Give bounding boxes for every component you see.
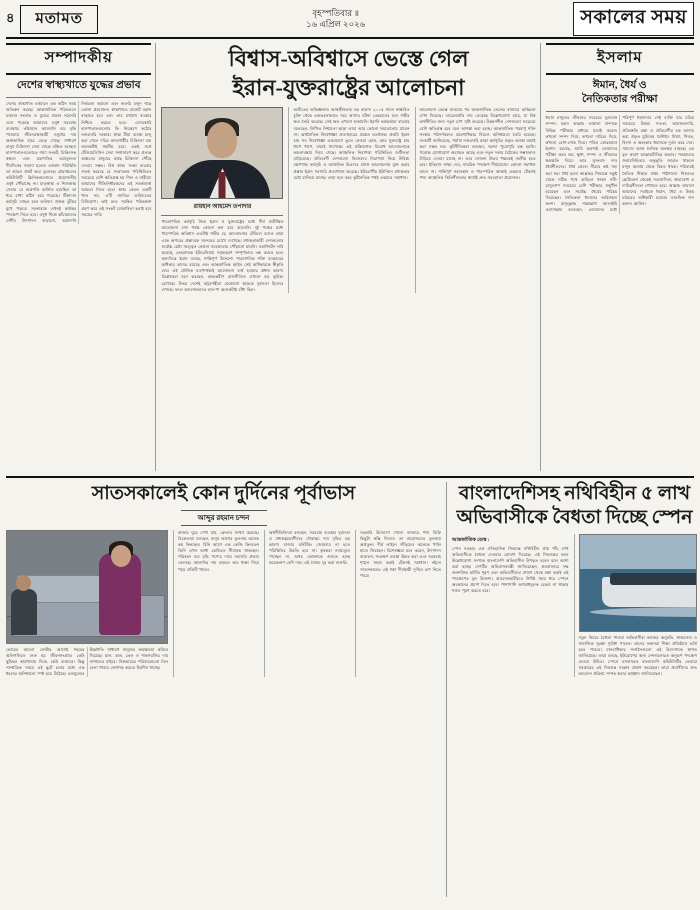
author-photo-image <box>162 108 282 198</box>
photo-woman-head <box>111 545 131 567</box>
photo-face <box>207 122 237 158</box>
divider <box>546 111 694 112</box>
editorial-headline: দেশের স্বাস্থ্যখাতে যুদ্ধের প্রভাব <box>16 80 141 91</box>
bottom-left-body-1: ভোরের আলো ফোটার আগেই শহরের অলিগলিতে শুরু হয় জীবনসংগ্রাম। কেউ ছুটছেন কারখানার দিকে, কেউ বাজারে। কিন্তু সাম্প্রতিক সময়ে এই ছুটে চলার মধ্যে এক ধরনের অনিশ্চয়তা স্পষ্ট হয়ে উঠেছে। দ্রব্যমূল্যের ঊর্ধ্বগতি সাধারণ মানুষের ক্রয়ক্ষমতা কমিয়ে দিয়েছে। চাল, ডাল, তেল ও শাকসবজির দাম নাগালের বাইরে। নিম্নআয়ের পরিবারগুলো তিন বেলা খাবার জোগাড় করতে হিমশিম খাচ্ছে। <box>6 646 168 677</box>
editorial-section-title: সম্পাদকীয় <box>6 43 151 75</box>
author-caption: রায়হান আহমেদ তপাদার <box>193 204 252 211</box>
main-body-col-2: অতীতের অভিজ্ঞতাও আস্থাহীনতার বড় কারণ। ২০১৫ সালে স্বাক্ষরিত চুক্তি থেকে একতরফাভাবে সরে আসার ঘটনা তেহরানের মনে গভীর ক্ষত তৈরি করেছে। সেই ক্ষত এখনো শুকায়নি। ইরানি কর্মকর্তারা বারবার বলেছেন, লিখিত নিশ্চয়তা ছাড়া তারা আর কোনো সমঝোতায় যাবেন না। অর্থনৈতিক নিষেধাজ্ঞা প্রত্যাহারের প্রশ্নেও মতানৈক্য প্রকট। ইরান চায় সব নিষেধাজ্ঞা একযোগে তুলে নেওয়া হোক, আর যুক্তরাষ্ট্র চায় ধাপে ধাপে, যাচাই সাপেক্ষে। এই প্রক্রিয়াগত বিরোধ আলোচনাকে অচলাবস্থায় নিয়ে গেছে। আঞ্চলিক নিরাপত্তা পরিস্থিতিও জটিলতা বাড়িয়েছে। প্রতিবেশী দেশগুলো নিজেদের নিরাপত্তা নিয়ে উদ্বিগ্ন। ক্ষেপণাস্ত্র কর্মসূচি ও আঞ্চলিক মিত্রদের প্রসঙ্গ আলোচনায় যুক্ত করার প্রস্তাব ইরান সরাসরি প্রত্যাখ্যান করেছে। ইউরোপীয় ইউনিয়ন মধ্যস্থতার চেষ্টা চালিয়ে যাচ্ছে। তারা মনে করে কূটনৈতিক পথই একমাত্র সমাধান। <box>293 107 410 180</box>
editorial-body: দেশের স্বাস্থ্যখাত বর্তমানে এক কঠিন সময় অতিক্রম করছে। আন্তর্জাতিক পরিমণ্ডলে চলমান সংঘাত ও যুদ্ধের প্রভাব সরাসরি এসে পড়েছে আমাদের ওষুধ সরবরাহ ব্যবস্থায়। কাঁচামাল আমদানি ব্যয় বৃদ্ধি পাওয়ায় জীবনরক্ষাকারী ওষুধের দাম অস্বাভাবিক হারে বেড়ে গেছে। সাধারণ মানুষ চিকিৎসা সেবা থেকে বঞ্চিত হচ্ছেন। হাসপাতালগুলোতে শয্যা সংকট, চিকিৎসক স্বল্পতা এবং যন্ত্রপাতির অপ্রতুলতা দীর্ঘদিনের সমস্যা হলেও বর্তমান পরিস্থিতি তা আরও প্রকট করে তুলেছে। গ্রামাঞ্চলের কমিউনিটি ক্লিনিকগুলোতে প্রয়োজনীয় ওষুধ পৌঁছাচ্ছে না। মাতৃস্বাস্থ্য ও শিশুস্বাস্থ্য সেবায় যে অগ্রগতি অর্জিত হয়েছিল তা ধরে রাখা কঠিন হয়ে পড়েছে। টিকাদান কর্মসূচি ব্যাহত হলে ভবিষ্যৎ প্রজন্ম ঝুঁকির মুখে পড়বে। সরকারকে এখনই কার্যকর পদক্ষেপ নিতে হবে। ওষুধ শিল্পে কাঁচামালের দেশীয় উৎপাদন বাড়ানো, আমদানি নির্ভরতা কমানো এবং জরুরি মজুদ গড়ে তোলা প্রয়োজন। স্বাস্থ্যখাতে বাজেট বরাদ্দ বাড়াতে হবে এবং তার যথাযথ ব্যবহার নিশ্চিত করতে হবে। বেসরকারি হাসপাতালগুলোর ফি নিয়ন্ত্রণে কঠোর নজরদারি দরকার। স্বাস্থ্য বীমা ব্যবস্থা চালু করা গেলে দরিদ্র জনগোষ্ঠীর চিকিৎসা ব্যয় অনেকটাই সহনীয় হবে। একই সঙ্গে টেলিমেডিসিন সেবা সম্প্রসারণ করে প্রত্যন্ত অঞ্চলের মানুষের কাছে চিকিৎসা পৌঁছে দেওয়া সম্ভব। বিশ্ব স্বাস্থ্য সংস্থা বারবার সতর্ক করেছে যে সংঘাতময় পরিস্থিতিতে সবচেয়ে বেশি ক্ষতিগ্রস্ত হয় শিশু ও নারীরা। আমাদের নীতিনির্ধারকদের এই সতর্কবার্তা আমলে নিতে হবে। স্বাস্থ্য কেবল একটি খাত নয়, এটি জাতির ভবিষ্যতের বিনিয়োগ। তাই দ্রুত সমন্বিত পরিকল্পনা গ্রহণ করে এই সংকট মোকাবিলা করাই হবে সময়ের দাবি। <box>6 101 152 223</box>
photo-tie <box>219 172 226 198</box>
date-line-2: ১৬ এপ্রিল ২০২৬ <box>306 19 366 29</box>
photo-man-head <box>16 575 31 591</box>
main-article-column <box>161 43 540 471</box>
bottom-left-col-4 <box>355 530 441 678</box>
bottom-section <box>6 476 697 897</box>
main-body-col-3: আলোচনা ভেস্তে যাওয়ার পর আন্তর্জাতিক তেলের বাজারে অস্থিরতা দেখা দিয়েছে। ব্যারেলপ্রতি দাম বেড়েছে উল্লেখযোগ্য হারে, যা বিশ্ব অর্থনীতির জন্য নতুন চাপ সৃষ্টি করেছে। উন্নয়নশীল দেশগুলো সবচেয়ে বেশি ক্ষতিগ্রস্ত হবে বলে আশঙ্কা করা হচ্ছে। আন্তর্জাতিক পরমাণু শক্তি সংস্থার পরিদর্শকদের প্রবেশাধিকার নিয়েও অনিশ্চয়তা তৈরি হয়েছে। সংস্থাটি জানিয়েছে, পর্যাপ্ত নজরদারি ছাড়া কর্মসূচির প্রকৃত অবস্থা যাচাই করা সম্ভব নয়। কূটনীতিকরা বলছেন, দরজা পুরোপুরি বন্ধ হয়নি। পরোক্ষ যোগাযোগ অব্যাহত আছে এবং নতুন দফার বৈঠকের সম্ভাবনাও উড়িয়ে দেওয়া যাচ্ছে না। তবে সেজন্য উভয় পক্ষকেই নমনীয় হতে হবে। ইতিহাস সাক্ষ্য দেয়, সামরিক পদক্ষেপ দীর্ঘমেয়াদে কোনো সমাধান আনে না। শান্তিপূর্ণ সহাবস্থান ও পারস্পরিক আস্থাই একমাত্র টেকসই পথ। আঞ্চলিক স্থিতিশীলতার স্বার্থেই দ্রুত সমঝোতা প্রয়োজন। <box>419 107 536 180</box>
bottom-left-body-4: সরকারি উদ্যোগে খোলা বাজারে পণ্য বিক্রি কিছুটা স্বস্তি দিলেও তা প্রয়োজনের তুলনায় অপ্রতুল। দীর্ঘ লাইনে দাঁড়িয়েও অনেকে খালি হাতে ফিরছেন। বিশেষজ্ঞরা মনে করেন, উৎপাদন বাড়ানো, সংরক্ষণ ব্যবস্থা উন্নত করা এবং সরবরাহ শৃঙ্খল সহজ করাই টেকসই সমাধান। নইলে সাতসকালের এই শঙ্কা দীর্ঘস্থায়ী দুর্দিনে রূপ নিতে পারে। <box>360 529 441 578</box>
bottom-right-columns <box>452 534 697 678</box>
date-line-1: বৃহস্পতিবার ॥ <box>312 7 359 18</box>
bottom-right-headline: বাংলাদেশিসহ নথিবিহীন ৫ লাখ অভিবাসীকে বৈধতা দিচ্ছে স্পেন <box>456 483 693 528</box>
main-headline <box>161 45 535 102</box>
main-body-col-1: পারমাণবিক কর্মসূচি নিয়ে ইরান ও যুক্তরাষ্ট্রের মধ্যে দীর্ঘ প্রতীক্ষিত আলোচনা শেষ পর্যন্ত কোনো ফল বয়ে আনেনি। দুই পক্ষের মধ্যে পারস্পরিক অবিশ্বাস এতটাই গভীর যে, আলোচনার টেবিলে বসেও তারা একে অপরের প্রস্তাবকে সন্দেহের চোখে দেখেছে। মধ্যস্থতাকারী দেশগুলোর সর্বোচ্চ চেষ্টা সত্ত্বেও কোনো সমঝোতায় পৌঁছানো যায়নি। ওয়াশিংটন দাবি করেছে, তেহরানকে ইউরেনিয়াম সমৃদ্ধকরণ সম্পূর্ণভাবে বন্ধ করতে হবে। অন্যদিকে ইরান বলছে, শান্তিপূর্ণ উদ্দেশ্যে পারমাণবিক শক্তি ব্যবহারের অধিকার তাদের রয়েছে এবং আন্তর্জাতিক আইন সেই অধিকারকে স্বীকৃতি দেয়। এই মৌলিক মতপার্থক্যই আলোচনা ব্যর্থ হওয়ার প্রধান কারণ। বিশ্লেষকরা মনে করছেন, অভ্যন্তরীণ রাজনীতিও এখানে বড় ভূমিকা রেখেছে। উভয় দেশেই কট্টরপন্থীরা যেকোনো ছাড়কে দুর্বলতা হিসেবে দেখছে। ফলে আলোচকদের হাত-পা অনেকটাই বাঁধা ছিল। <box>161 219 284 292</box>
main-headline-line-2: ইরান-যুক্তরাষ্ট্রের আলোচনা <box>232 74 465 100</box>
top-section <box>6 43 694 471</box>
publication-date <box>306 8 365 31</box>
bottom-left-col-1 <box>6 530 168 678</box>
bottom-left-body-3: অর্থনীতিবিদরা বলছেন, সরবরাহ ব্যবস্থার দুর্বলতা ও মধ্যস্বত্বভোগীদের দৌরাত্ম্য দাম বৃদ্ধির বড় কারণ। বাজার মনিটরিং জোরদার না হলে পরিস্থিতির উন্নতি হবে না। কৃষকরা ন্যায্যমূল্য পাচ্ছেন না, অথচ ভোক্তাকে গুনতে হচ্ছে কয়েকগুণ বেশি দাম। এই বৈষম্য দূর করা জরুরি। <box>269 529 350 566</box>
bottom-left-body-2: বাজার ঘুরে দেখা যায়, ক্রেতার সংখ্যা কমেছে। বিক্রেতারা বলছেন, মানুষ আগের তুলনায় অনেক কম কিনছেন। যিনি আগে এক কেজি কিনতেন তিনি এখন আধা কেজিতে সীমাবদ্ধ থাকছেন। পরিবহন ব্যয় বৃদ্ধি পণ্যের দামে সরাসরি প্রভাব ফেলছে। জ্বালানির দাম বাড়লে তার ধাক্কা গিয়ে পড়ে প্রতিটি খাতে। <box>178 529 259 572</box>
author-photo <box>161 107 283 199</box>
photo-sky <box>580 535 696 569</box>
newspaper-logo: সকালের সময় <box>573 2 694 36</box>
divider <box>6 97 151 98</box>
bottom-right-body-1: স্পেন সরকার এক ঐতিহাসিক সিদ্ধান্তে নথিবিহীন প্রায় পাঁচ লাখ অভিবাসীকে বৈধতা দেওয়ার ঘোষণা দিয়েছে। এই সিদ্ধান্তের ফলে উল্লেখযোগ্য সংখ্যক বাংলাদেশি অভিবাসীও উপকৃত হবেন বলে আশা করা হচ্ছে। দেশটির অভিবাসনমন্ত্রী জানিয়েছেন, শ্রমবাজারে দক্ষ জনশক্তির ঘাটতি পূরণ এবং অভিবাসীদের শোষণ থেকে রক্ষা করাই এই পদক্ষেপের মূল উদ্দেশ্য। আবেদনকারীদের নির্দিষ্ট সময় ধরে স্পেনে অবস্থানের প্রমাণ দিতে হবে। পাশাপাশি অপরাধমূলক রেকর্ড না থাকার শর্তও পূরণ করতে হবে। <box>452 545 569 594</box>
masthead <box>6 4 694 39</box>
section-tag: মতামত <box>20 5 98 34</box>
bottom-left-col-2 <box>173 530 259 678</box>
main-headline-line-1: বিশ্বাস-অবিশ্বাসে ভেস্তে গেল <box>228 46 469 71</box>
bottom-right-kicker: আন্তর্জাতিক ডেস্ক : <box>452 537 490 543</box>
masthead-left <box>6 5 98 34</box>
page-number: ৪ <box>6 9 15 25</box>
islam-headline-line-1: ঈমান, ধৈর্য ও <box>592 80 647 91</box>
editorial-column <box>6 43 156 471</box>
main-article-columns <box>161 107 535 293</box>
bottom-right-col-1 <box>452 534 569 678</box>
islam-body: ঈমান মানুষের জীবনের সবচেয়ে মূল্যবান সম্পদ। মহান আল্লাহ তায়ালা বান্দাকে বিভিন্ন পরীক্ষার মাধ্যমে যাচাই করেন। কখনো সম্পদ দিয়ে, কখনো দারিদ্র্য দিয়ে, কখনো রোগ-শোক দিয়ে। পবিত্র কোরআনে ইরশাদ হয়েছে, আমি অবশ্যই তোমাদের পরীক্ষা করব ভয়, ক্ষুধা, সম্পদ ও জীবনের ক্ষয়ক্ষতি দিয়ে। আর সুসংবাদ দাও ধৈর্যশীলদের। ধৈর্য কেবল নীরবে কষ্ট সহ্য করা নয়। ধৈর্য হলো আল্লাহর সিদ্ধান্তে সন্তুষ্ট থেকে সঠিক পথে অবিচল থাকা। নবী-রাসুলগণ সবচেয়ে বেশি পরীক্ষার সম্মুখীন হয়েছেন এবং সর্বোচ্চ ধৈর্যের পরিচয় দিয়েছেন। নৈতিকতা ঈমানের অবিচ্ছেদ্য অংশ। রাসুলুল্লাহ সাল্লাল্লাহু আলাইহি ওয়াসাল্লাম বলেছেন, তোমাদের মধ্যে পরিপূর্ণ ঈমানদার সেই ব্যক্তি যার চরিত্র সবচেয়ে উত্তম। সততা, আমানতদারি, প্রতিশ্রুতি রক্ষা ও প্রতিবেশীর হক আদায় করা প্রকৃত মুমিনের বৈশিষ্ট্য। মিথ্যা, গিবত, হিংসা ও অহংকার ঈমানকে দুর্বল করে দেয়। সমাজে আজ নৈতিক অবক্ষয় বাড়ছে। এর মূল কারণ আল্লাহভীতির অভাব। পরকালের জবাবদিহিতার অনুভূতি জাগ্রত থাকলে মানুষ অন্যায় থেকে বিরত থাকে। পরিবারই নৈতিক শিক্ষার প্রথম পাঠশালা। শিশুদের ছোটবেলা থেকেই সত্যবাদিতা, শ্রদ্ধাবোধ ও দায়িত্বশীলতা শেখাতে হবে। আল্লাহ তায়ালা আমাদের সবাইকে ঈমান, ধৈর্য ও উত্তম চরিত্রের অধিকারী হওয়ার তাওফিক দান করুন। আমিন। <box>545 115 694 213</box>
bottom-left-article <box>6 482 447 897</box>
bottom-left-headline: সাতসকালেই কোন দুর্দিনের পূর্বাভাস <box>91 483 356 504</box>
main-col-3 <box>415 107 536 293</box>
main-col-1 <box>161 107 283 293</box>
divider <box>161 215 283 216</box>
islam-column <box>546 43 694 471</box>
bottom-left-byline: আব্দুর রহমান চন্দন <box>181 510 267 526</box>
photo-boat-passengers <box>610 573 697 585</box>
bottom-right-body-2: নতুন নিয়মে বৈধতা পাওয়া অভিবাসীরা কাজের অনুমতি, স্বাস্থ্যসেবা ও সামাজিক সুরক্ষা সুবিধা পাবেন। তাদের সন্তানরা শিক্ষা প্রতিষ্ঠানে ভর্তি হতে পারবে। মানবাধিকার সংগঠনগুলো এই উদ্যোগকে স্বাগত জানিয়েছে। তারা বলছে, ইউরোপের অন্য দেশগুলোরও অনুরূপ পদক্ষেপ নেওয়া উচিত। স্পেনে বসবাসরত বাংলাদেশি কমিউনিটির নেতারা সরকারের এই সিদ্ধান্তে সন্তোষ প্রকাশ করেছেন। তারা প্রবাসীদের দ্রুত আবেদন প্রক্রিয়া সম্পন্ন করার আহ্বান জানিয়েছেন। <box>578 634 697 677</box>
bottom-right-col-2 <box>574 534 697 678</box>
news-photo-migrant-boat <box>579 534 697 632</box>
islam-headline-line-2: নৈতিকতার পরীক্ষা <box>582 94 658 106</box>
news-photo-market <box>6 530 168 644</box>
islam-headline <box>546 79 694 107</box>
bottom-left-col-3 <box>264 530 350 678</box>
bottom-left-columns <box>6 530 441 678</box>
bottom-right-article <box>452 482 697 897</box>
islam-section-title: ইসলাম <box>546 43 694 75</box>
main-col-2 <box>288 107 409 293</box>
photo-man <box>11 589 37 635</box>
